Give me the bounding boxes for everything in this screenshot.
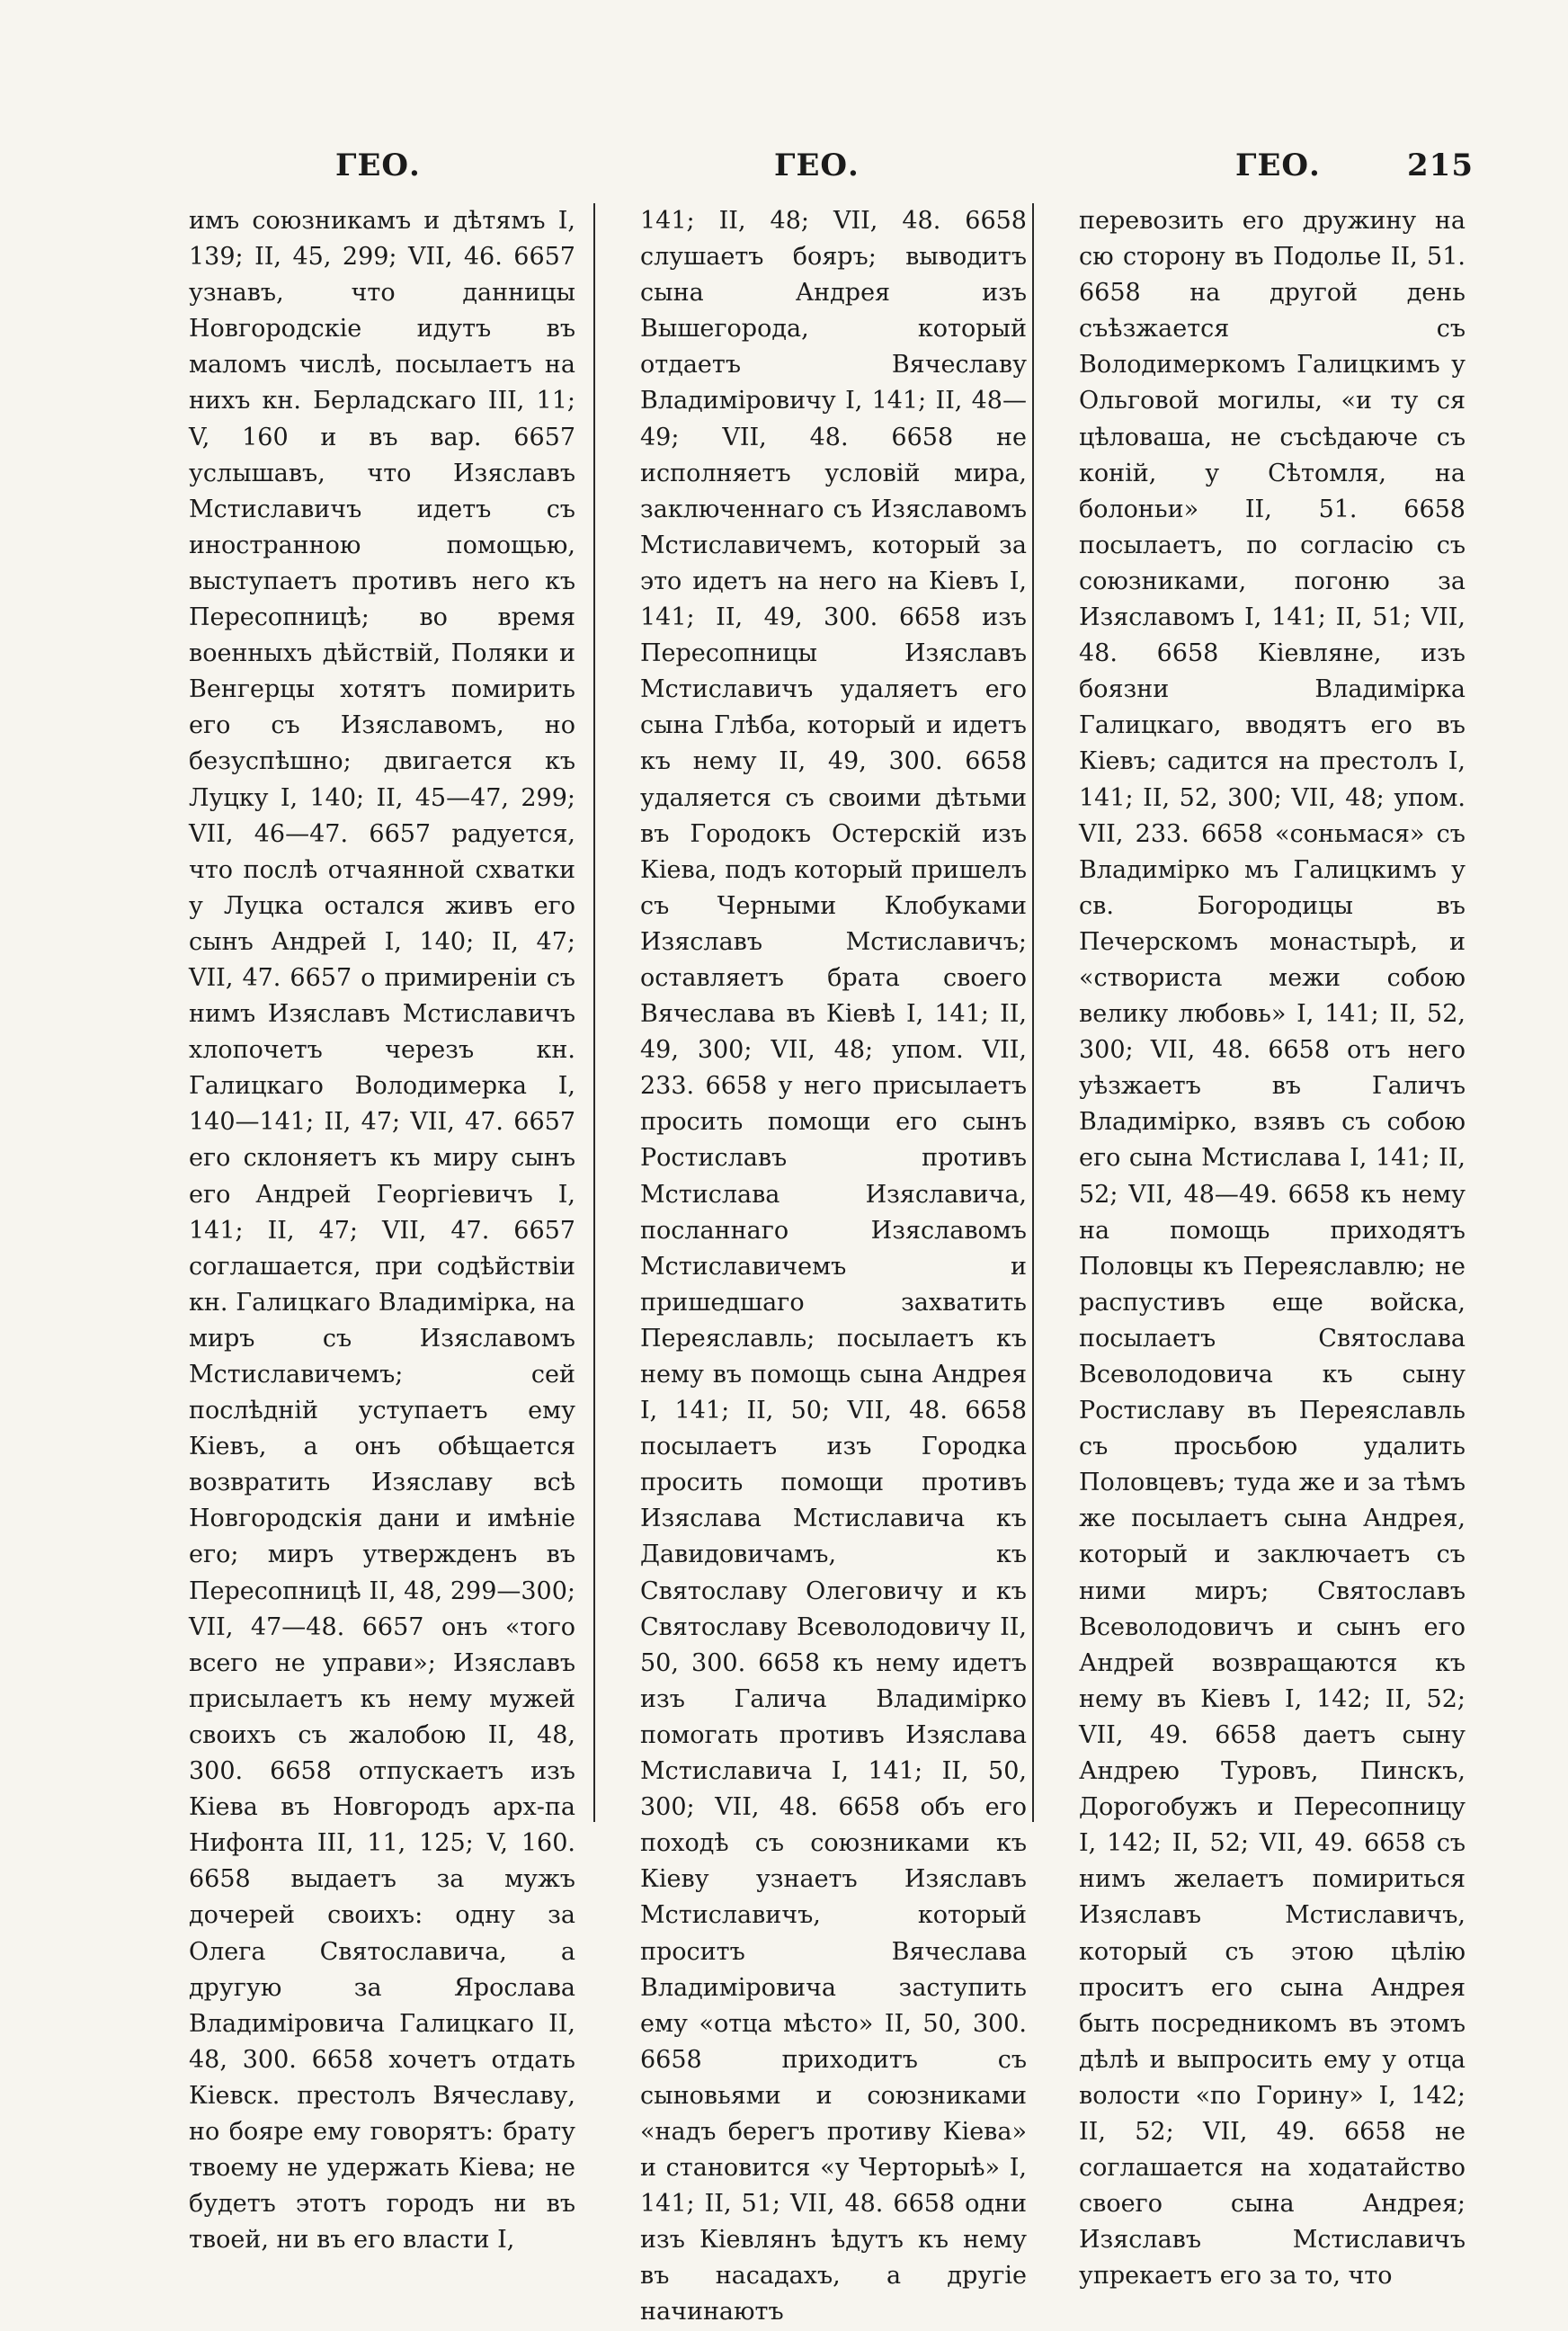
text-column-3: перевозить его дружину на сю сторону въ Подолье II, 51. 6658 на другой день съѣзжается съ Володимеркомъ Галицкимъ у Ольговой могилы, «и ту ся цѣловаша, не съсѣдаюче съ коній, у Сѣтомля, на болоньи» II, 51. 6658 посылаетъ, по согласію съ союзниками, погоню за Изяславомъ I, 141; II, 51; VII, 48. 6658 Кіевляне, изъ боязни Владимірка Галицкаго, вводятъ его въ Кіевъ; садится на престолъ I, 141; II, 52, 300; VII, 48; упом. VII, 233. 6658 «соньмася» съ Владимірко мъ Галицкимъ у св. Богородицы въ Печерскомъ монастырѣ, и «створиста межи собою велику любовь» I, 141; II, 52, 300; VII, 48. 6658 отъ него уѣзжаетъ въ Галичъ Владимірко, взявъ съ собою его сына Мстислава I, 141; II, 52; VII, 48—49. 6658 къ нему на помощь приходятъ Половцы къ Переяславлю; не распустивъ еще войска, посылаетъ Святослава Всеволодовича къ сыну Ростиславу въ Переяславль съ просьбою удалить Половцевъ; туда же и за тѣмъ же посылаетъ сына Андрея, который и заключаетъ съ ними миръ; Святославъ Всеволодовичъ и сынъ его Андрей возвращаются къ нему въ Кіевъ I, 142; II, 52; VII, 49. 6658 даетъ сыну Андрею Туровъ, Пинскъ, Дорогобужъ и Пересопницу I, 142; II, 52; VII, 49. 6658 съ нимъ желаетъ помириться Изяславъ Мстиславичъ, который съ этою цѣлію проситъ его сына Андрея быть посредникомъ въ этомъ дѣлѣ и выпросить ему у отца волости «по Горину» I, 142; II, 52; VII, 49. 6658 не соглашается на ходатайство своего сына Андрея; Изяславъ Мстиславичъ упрекаетъ его за то, что: [1079, 207, 1466, 2291]
text-column-2: 141; II, 48; VII, 48. 6658 слушаетъ бояръ; выводитъ сына Андрея изъ Вышегорода, который отдаетъ Вячеславу Владиміровичу I, 141; II, 48—49; VII, 48. 6658 не исполняетъ условій мира, заключеннаго съ Изяславомъ Мстиславичемъ, который за это идетъ на него на Кіевъ I, 141; II, 49, 300. 6658 изъ Пересопницы Изяславъ Мстиславичъ удаляетъ его сына Глѣба, который и идетъ къ нему II, 49, 300. 6658 удаляется съ своими дѣтьми въ Городокъ Остерскій изъ Кіева, подъ который пришелъ съ Черными Клобуками Изяславъ Мстиславичъ; оставляетъ брата своего Вячеслава въ Кіевѣ I, 141; II, 49, 300; VII, 48; упом. VII, 233. 6658 у него присылаетъ просить помощи его сынъ Ростиславъ противъ Мстислава Изяславича, посланнаго Изяславомъ Мстиславичемъ и пришедшаго захватить Переяславль; посылаетъ къ нему въ помощь сына Андрея I, 141; II, 50; VII, 48. 6658 посылаетъ изъ Городка просить помощи противъ Изяслава Мстиславича къ Давидовичамъ, къ Святославу Олеговичу и къ Святославу Всеволодовичу II, 50, 300. 6658 къ нему идетъ изъ Галича Владимірко помогать противъ Изяслава Мстиславича I, 141; II, 50, 300; VII, 48. 6658 объ его походѣ съ союзниками къ Кіеву узнаетъ Изяславъ Мстиславичъ, который проситъ Вячеслава Владиміровича заступить ему «отца мѣсто» II, 50, 300. 6658 приходитъ съ сыновьями и союзниками «надъ берегъ противу Кіева» и становится «у Черторыѣ» I, 141; II, 51; VII, 48. 6658 одни изъ Кіевлянъ ѣдутъ къ нему въ насадахъ, а другіе начинаютъ: [640, 207, 1027, 2327]
running-head-right: ГЕО.: [1235, 147, 1321, 183]
text-column-1: имъ союзникамъ и дѣтямъ I, 139; II, 45, 299; VII, 46. 6657 узнавъ, что данницы Новгородскіе идутъ въ маломъ числѣ, посылаетъ на нихъ кн. Берладскаго III, 11; V, 160 и въ вар. 6657 услышавъ, что Изяславъ Мстиславичъ идетъ съ иностранною помощью, выступаетъ противъ него къ Пересопницѣ; во время военныхъ дѣйствій, Поляки и Венгерцы хотятъ помирить его съ Изяславомъ, но безуспѣшно; двигается къ Луцку I, 140; II, 45—47, 299; VII, 46—47. 6657 радуется, что послѣ отчаянной схватки у Луцка остался живъ его сынъ Андрей I, 140; II, 47; VII, 47. 6657 о примиреніи съ нимъ Изяславъ Мстиславичъ хлопочетъ черезъ кн. Галицкаго Володимерка I, 140—141; II, 47; VII, 47. 6657 его склоняетъ къ миру сынъ его Андрей Георгіевичъ I, 141; II, 47; VII, 47. 6657 соглашается, при содѣйствіи кн. Галицкаго Владимірка, на миръ съ Изяславомъ Мстиславичемъ; сей послѣдній уступаетъ ему Кіевъ, а онъ обѣщается возвратить Изяславу всѣ Новгородскія дани и имѣніе его; миръ утвержденъ въ Пересопницѣ II, 48, 299—300; VII, 47—48. 6657 онъ «того всего не управи»; Изяславъ присылаетъ къ нему мужей своихъ съ жалобою II, 48, 300. 6658 отпускаетъ изъ Кіева въ Новгородъ арх-па Нифонта III, 11, 125; V, 160. 6658 выдаетъ за мужъ дочерей своихъ: одну за Олега Святославича, а другую за Ярослава Владиміровича Галицкаго II, 48, 300. 6658 хочетъ отдать Кіевск. престолъ Вячеславу, но бояре ему говорятъ: брату твоему не удержать Кіева; не будетъ этотъ городъ ни въ твоей, ни въ его власти I,: [189, 207, 575, 2255]
running-head-center: ГЕО.: [774, 147, 860, 183]
running-head-left: ГЕО.: [335, 147, 421, 183]
column-divider-1: [593, 203, 595, 1822]
column-divider-2: [1032, 203, 1034, 1822]
page-number: 215: [1407, 147, 1474, 183]
